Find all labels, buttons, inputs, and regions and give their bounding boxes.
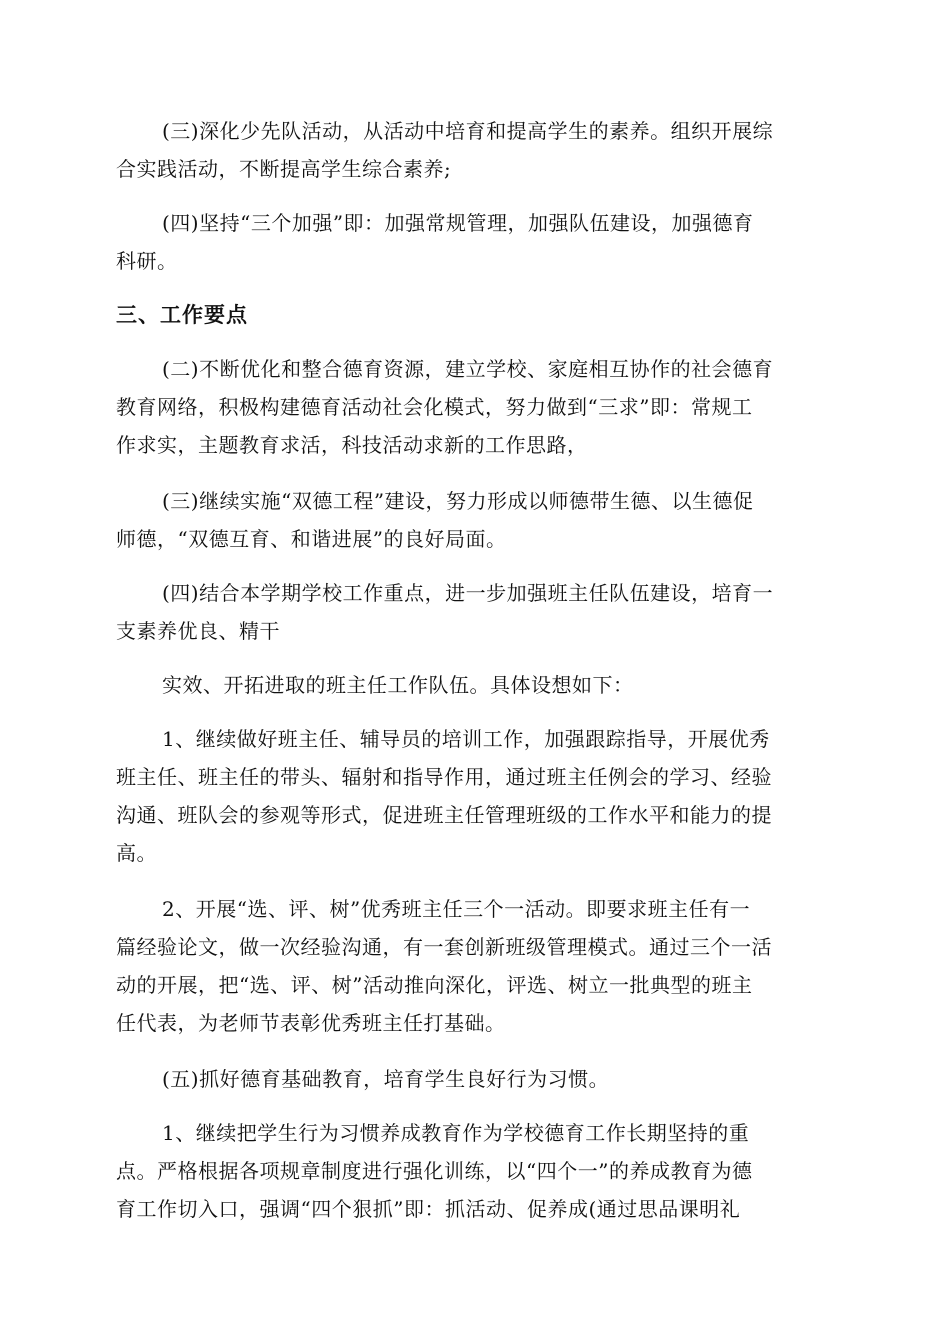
paragraph [116,720,836,872]
paragraph-line: 师德，“双德互育、和谐进展”的良好局面。 [116,527,507,551]
paragraph-line: 实效、开拓进取的班主任工作队伍。具体设想如下： [162,673,634,697]
paragraph-line: (五)抓好德育基础教育，培育学生良好行为习惯。 [162,1067,610,1091]
paragraph [116,350,836,464]
paragraph-line: 作求实，主题教育求活，科技活动求新的工作思路， [116,433,588,457]
paragraph [116,666,836,704]
paragraph-line: 沟通、班队会的参观等形式，促进班主任管理班级的工作水平和能力的提 [116,803,772,827]
paragraph-line: 动的开展，把“选、评、树”活动推向深化，评选、树立一批典型的班主 [116,973,753,997]
paragraph-line: (四)坚持“三个加强”即：加强常规管理，加强队伍建设，加强德育 [162,211,754,235]
paragraph [116,890,836,1042]
paragraph-line: 育工作切入口，强调“四个狠抓”即：抓活动、促养成(通过思品课明礼 [116,1197,741,1221]
paragraph-line: (三)深化少先队活动，从活动中培育和提高学生的素养。组织开展综 [162,119,774,143]
paragraph [116,1060,836,1098]
paragraph-line: 高。 [116,841,157,865]
paragraph-line: 科研。 [116,249,178,273]
paragraph-line: (二)不断优化和整合德育资源，建立学校、家庭相互协作的社会德育 [162,357,774,381]
paragraph-line: 篇经验论文，做一次经验沟通，有一套创新班级管理模式。通过三个一活 [116,935,772,959]
paragraph-line: 任代表，为老师节表彰优秀班主任打基础。 [116,1011,506,1035]
paragraph-line: 支素养优良、精干 [116,619,280,643]
paragraph [116,204,836,280]
paragraph [116,1114,836,1228]
paragraph-line: 1、继续做好班主任、辅导员的培训工作，加强跟踪指导，开展优秀 [162,727,770,751]
paragraph-line: 班主任、班主任的带头、辐射和指导作用，通过班主任例会的学习、经验 [116,765,772,789]
paragraph [116,574,836,650]
paragraph-line: 1、继续把学生行为习惯养成教育作为学校德育工作长期坚持的重 [162,1121,750,1145]
paragraph [116,112,836,188]
section-heading: 三、工作要点 [116,303,248,327]
paragraph-line: 2、开展“选、评、树”优秀班主任三个一活动。即要求班主任有一 [162,897,751,921]
paragraph-line: 合实践活动，不断提高学生综合素养; [116,157,452,181]
paragraph-line: (四)结合本学期学校工作重点，进一步加强班主任队伍建设，培育一 [162,581,774,605]
paragraph [116,482,836,558]
paragraph-line: (三)继续实施“双德工程”建设，努力形成以师德带生德、以生德促 [162,489,754,513]
paragraph-line: 教育网络，积极构建德育活动社会化模式，努力做到“三求”即：常规工 [116,395,753,419]
paragraph-line: 点。严格根据各项规章制度进行强化训练，以“四个一”的养成教育为德 [116,1159,753,1183]
